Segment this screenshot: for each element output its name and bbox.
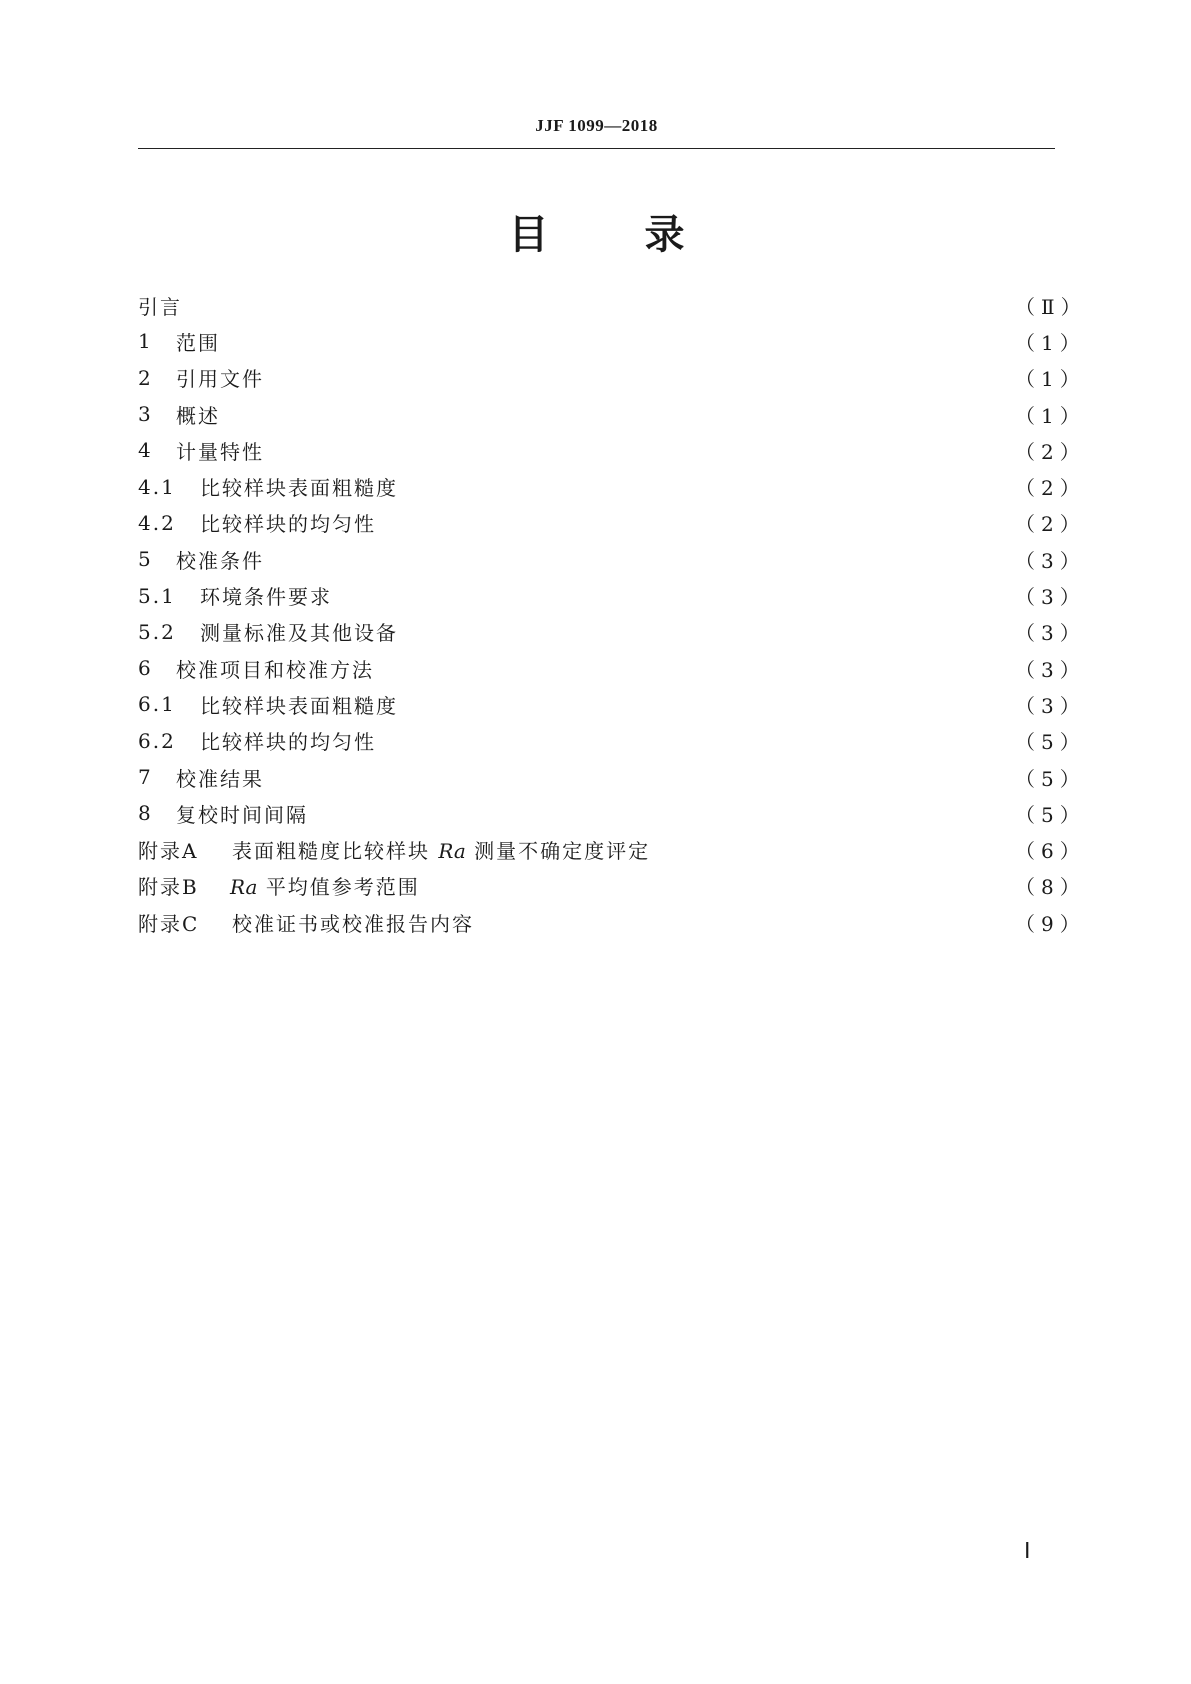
toc-entry-6[interactable] — [138, 650, 1086, 686]
toc-entry-page: （9） — [1015, 911, 1086, 936]
dot-leader — [486, 912, 1009, 932]
toc-entry-title: 校准结果 — [176, 766, 264, 791]
toc-entry-title: 校准证书或校准报告内容 — [232, 911, 474, 936]
toc-entry-title-post: 平均值参考范围 — [265, 875, 420, 900]
table-of-contents — [138, 287, 1087, 940]
dot-leader — [222, 404, 1009, 424]
page-title-left: 目 — [508, 212, 549, 258]
dot-leader — [266, 549, 1009, 569]
dot-leader — [662, 840, 1009, 860]
toc-entry-number: 附录C — [138, 911, 200, 936]
toc-entry-title: 计量特性 — [176, 439, 264, 464]
toc-entry-page: （3） — [1015, 657, 1086, 682]
toc-entry-number: 附录B — [138, 875, 199, 900]
toc-entry-number: 6.2 — [138, 728, 176, 753]
header-rule — [138, 148, 1055, 149]
toc-entry-number: 4 — [138, 438, 153, 463]
toc-entry-number: 4.1 — [138, 474, 176, 499]
toc-entry-title: 概述 — [176, 403, 220, 428]
toc-entry-page: （1） — [1015, 367, 1086, 392]
dot-leader — [310, 803, 1009, 823]
toc-entry-page: （5） — [1015, 730, 1086, 755]
toc-entry-appendix-a[interactable] — [138, 831, 1086, 867]
toc-entry-3[interactable] — [138, 396, 1086, 432]
toc-entry-title: 范围 — [176, 330, 220, 355]
toc-entry-page: （5） — [1015, 802, 1086, 827]
dot-leader — [378, 731, 1009, 751]
toc-entry-4-2[interactable] — [138, 505, 1086, 541]
toc-entry-7[interactable] — [138, 759, 1086, 795]
toc-entry-foreword[interactable] — [138, 287, 1087, 323]
toc-entry-page: （Ⅱ） — [1015, 294, 1087, 319]
toc-entry-appendix-b[interactable] — [138, 868, 1086, 904]
toc-entry-page: （2） — [1015, 439, 1086, 464]
dot-leader — [400, 477, 1009, 497]
toc-entry-number: 5 — [138, 547, 153, 572]
toc-entry-title: 测量标准及其他设备 — [200, 621, 398, 646]
toc-entry-2[interactable] — [138, 360, 1086, 396]
toc-entry-4-1[interactable] — [138, 468, 1086, 504]
toc-entry-title-pre: 表面粗糙度比较样块 — [232, 839, 430, 864]
dot-leader — [266, 440, 1009, 460]
toc-entry-4[interactable] — [138, 432, 1086, 468]
toc-entry-page: （3） — [1015, 548, 1086, 573]
toc-entry-number: 4.2 — [138, 510, 176, 535]
toc-entry-title: 引用文件 — [176, 367, 264, 392]
dot-leader — [378, 513, 1009, 533]
toc-entry-number: 3 — [138, 402, 153, 427]
toc-entry-title-post: 测量不确定度评定 — [474, 839, 651, 864]
toc-entry-5[interactable] — [138, 541, 1086, 577]
toc-entry-title: 比较样块表面粗糙度 — [200, 693, 398, 718]
toc-entry-number: 7 — [138, 765, 153, 789]
toc-entry-page: （1） — [1015, 403, 1086, 428]
toc-entry-number: 2 — [138, 365, 153, 390]
toc-entry-number: 附录A — [138, 839, 199, 864]
dot-leader — [400, 622, 1009, 642]
toc-entry-title: 比较样块的均匀性 — [200, 512, 376, 537]
toc-entry-page: （2） — [1015, 476, 1086, 501]
toc-entry-5-1[interactable] — [138, 577, 1086, 613]
toc-entry-title — [232, 835, 650, 864]
toc-entry-page: （8） — [1015, 875, 1086, 900]
toc-entry-title: 环境条件要求 — [200, 585, 332, 610]
toc-entry-page: （1） — [1015, 330, 1086, 355]
toc-entry-1[interactable] — [138, 323, 1086, 359]
toc-entry-number: 8 — [138, 801, 153, 826]
page-title — [138, 203, 1055, 260]
page-title-right: 录 — [644, 212, 685, 258]
toc-entry-title-symbol: Ra — [438, 839, 466, 864]
toc-entry-page: （3） — [1015, 693, 1086, 718]
toc-entry-title: 引言 — [138, 294, 182, 319]
toc-entry-appendix-c[interactable] — [138, 904, 1086, 940]
toc-entry-page: （2） — [1015, 512, 1086, 537]
toc-entry-page: （6） — [1015, 839, 1086, 864]
running-header: JJF 1099—2018 — [535, 116, 658, 135]
toc-entry-number: 5.1 — [138, 583, 176, 608]
toc-entry-title: 比较样块表面粗糙度 — [200, 476, 398, 501]
toc-entry-number: 6.1 — [138, 692, 176, 717]
toc-entry-page: （3） — [1015, 585, 1086, 610]
dot-leader — [422, 876, 1009, 896]
toc-entry-page: （3） — [1015, 621, 1086, 646]
dot-leader — [222, 331, 1009, 351]
toc-entry-number: 6 — [138, 656, 153, 681]
toc-entry-number: 1 — [138, 329, 153, 354]
toc-entry-6-1[interactable] — [138, 686, 1086, 722]
toc-entry-title-symbol: Ra — [230, 875, 258, 900]
dot-leader — [266, 767, 1009, 787]
toc-entry-title: 校准条件 — [176, 548, 264, 573]
toc-entry-page: （5） — [1015, 766, 1086, 791]
dot-leader — [266, 368, 1009, 388]
page-folio: Ⅰ — [1024, 1538, 1031, 1563]
dot-leader — [376, 658, 1009, 678]
toc-entry-5-2[interactable] — [138, 614, 1086, 650]
toc-entry-title: 比较样块的均匀性 — [200, 730, 376, 755]
dot-leader — [400, 694, 1009, 714]
toc-entry-number: 5.2 — [138, 619, 176, 644]
toc-entry-title — [230, 871, 420, 900]
dot-leader — [194, 295, 1009, 315]
toc-entry-8[interactable] — [138, 795, 1086, 831]
dot-leader — [334, 586, 1009, 606]
toc-entry-title: 校准项目和校准方法 — [176, 657, 374, 682]
toc-entry-title: 复校时间间隔 — [176, 802, 308, 827]
toc-entry-6-2[interactable] — [138, 723, 1086, 759]
